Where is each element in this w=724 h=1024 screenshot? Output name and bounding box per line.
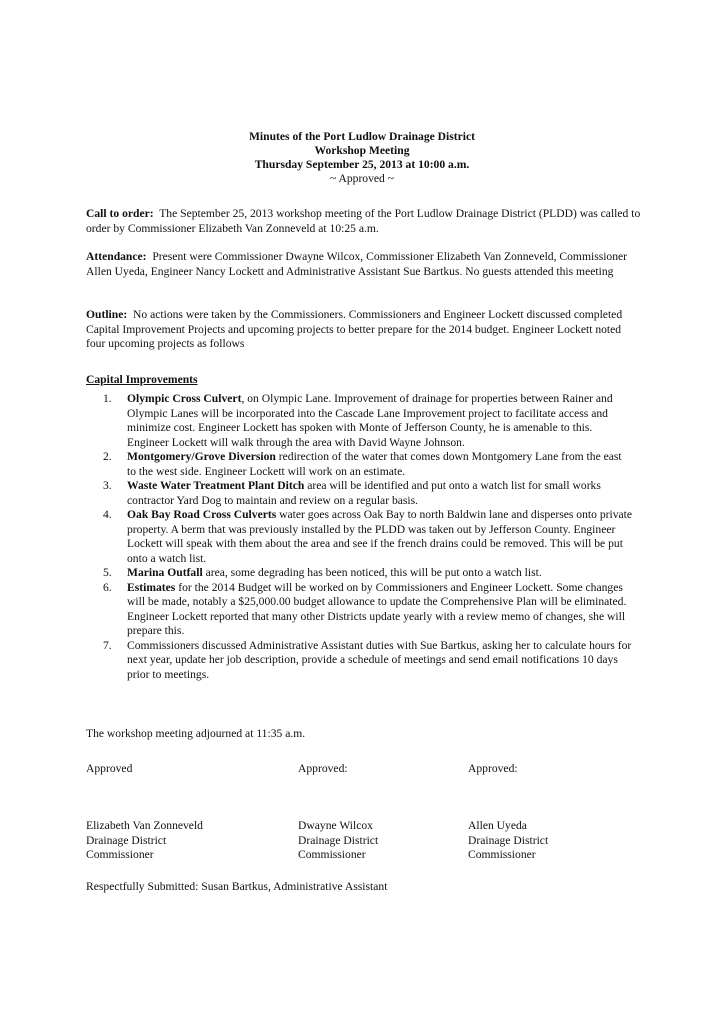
title-line-1: Minutes of the Port Ludlow Drainage District <box>248 130 476 143</box>
capital-improvements-list <box>103 392 633 682</box>
signature-block-2 <box>298 762 378 863</box>
item-number: 4. <box>103 508 112 521</box>
signatory-name: Elizabeth Van Zonneveld <box>86 819 203 832</box>
attendance-label: Attendance: <box>86 250 147 263</box>
attendance-text: Present were Commissioner Dwayne Wilcox, Commissioner Elizabeth Van Zonneveld, Commissioner Allen Uyeda, Engineer Nancy Lockett and Administrative Assistant Sue Bartkus. No guests attended this meeting <box>86 250 628 278</box>
item-number: 2. <box>103 450 112 463</box>
attendance-paragraph <box>86 250 642 279</box>
list-item <box>103 566 633 581</box>
approved-label: Approved: <box>468 762 518 775</box>
call-to-order-label: Call to order: <box>86 207 154 220</box>
approved-label: Approved: <box>298 762 348 775</box>
signatory-org: Drainage District <box>468 833 549 847</box>
outline-paragraph <box>86 308 642 352</box>
item-title: Marina Outfall <box>127 566 203 579</box>
capital-improvements-heading: Capital Improvements <box>86 373 198 386</box>
item-text: Commissioners discussed Administrative Assistant duties with Sue Bartkus, asking her to calculate hours for next year, update her job description, provide a schedule of meetings and send email notifications 10 days prior to meetings. <box>127 638 632 681</box>
list-item <box>103 450 633 479</box>
item-number: 1. <box>103 392 112 405</box>
signature-block-1 <box>86 762 203 863</box>
item-number: 6. <box>103 580 112 594</box>
item-text: area, some degrading has been noticed, this will be put onto a watch list. <box>202 566 542 579</box>
document-title <box>0 130 724 186</box>
item-number: 7. <box>103 638 112 652</box>
item-title: Estimates <box>127 580 176 594</box>
approved-label: Approved <box>86 762 133 775</box>
item-text: , on Olympic Lane. Improvement of drainage for properties between Rainer and Olympic Lanes will be incorporated into the Cascade Lane Improvement project to facilitate access and minimize cost. Engineer Lockett has spoken with Monte of Jefferson County, he is amenable to this. Engineer Lockett will walk through the area with David Wayne Johnson. <box>127 392 613 449</box>
item-text: water goes across Oak Bay to north Baldwin lane and disperses onto private property. A berm that was previously installed by the PLDD was taken out by Jefferson County. Engineer Lockett will speak with them about the area and see if the french drains could be removed. This will be put onto a watch list. <box>127 508 633 565</box>
item-number: 3. <box>103 479 112 492</box>
item-title: Montgomery/Grove Diversion <box>127 450 276 463</box>
signatory-name: Dwayne Wilcox <box>298 819 373 832</box>
signature-block-3 <box>468 762 548 863</box>
signatory-name: Allen Uyeda <box>468 819 527 832</box>
outline-text: No actions were taken by the Commissioners. Commissioners and Engineer Lockett discussed completed Capital Improvement Projects and upcoming projects to better prepare for the 2014 budget. Engineer Lockett noted four upcoming projects as follows <box>86 308 623 350</box>
list-item <box>103 639 633 683</box>
call-to-order-text: The September 25, 2013 workshop meeting of the Port Ludlow Drainage District (PLDD) was called to order by Commissioner Elizabeth Van Zonneveld at 10:25 a.m. <box>86 207 641 235</box>
list-item <box>103 392 633 450</box>
item-title: Waste Water Treatment Plant Ditch <box>127 479 305 492</box>
item-text: for the 2014 Budget will be worked on by Commissioners and Engineer Lockett. Some changes will be made, notably a $25,000.00 budget allowance to update the Comprehensive Plan will be eliminated. Engineer Lockett reported that many other Districts update yearly with a review memo of changes, she will prepare this. <box>127 580 627 637</box>
submitted-by: Respectfully Submitted: Susan Bartkus, Administrative Assistant <box>86 880 388 893</box>
item-title: Olympic Cross Culvert <box>127 392 242 405</box>
signatory-role: Commissioner <box>86 848 154 861</box>
call-to-order-paragraph <box>86 207 642 236</box>
item-number: 5. <box>103 566 112 579</box>
list-item <box>103 581 633 639</box>
title-line-2: Workshop Meeting <box>314 144 410 157</box>
item-text: area will be identified and put onto a watch list for small works contractor Yard Dog to maintain and review on a regular basis. <box>127 479 601 507</box>
signatory-role: Commissioner <box>298 848 366 861</box>
signatory-org: Drainage District <box>86 833 167 847</box>
list-item <box>103 479 633 508</box>
item-title: Oak Bay Road Cross Culverts <box>127 508 277 521</box>
approval-status: ~ Approved ~ <box>329 172 395 185</box>
outline-label: Outline: <box>86 308 128 321</box>
signatory-org: Drainage District <box>298 833 379 847</box>
signatory-role: Commissioner <box>468 848 536 861</box>
adjournment-note: The workshop meeting adjourned at 11:35 a.m. <box>86 727 306 740</box>
title-line-3: Thursday September 25, 2013 at 10:00 a.m. <box>254 158 470 171</box>
item-text: redirection of the water that comes down Montgomery Lane from the east to the west side. Engineer Lockett will work on an estimate. <box>127 450 622 478</box>
list-item <box>103 508 633 566</box>
